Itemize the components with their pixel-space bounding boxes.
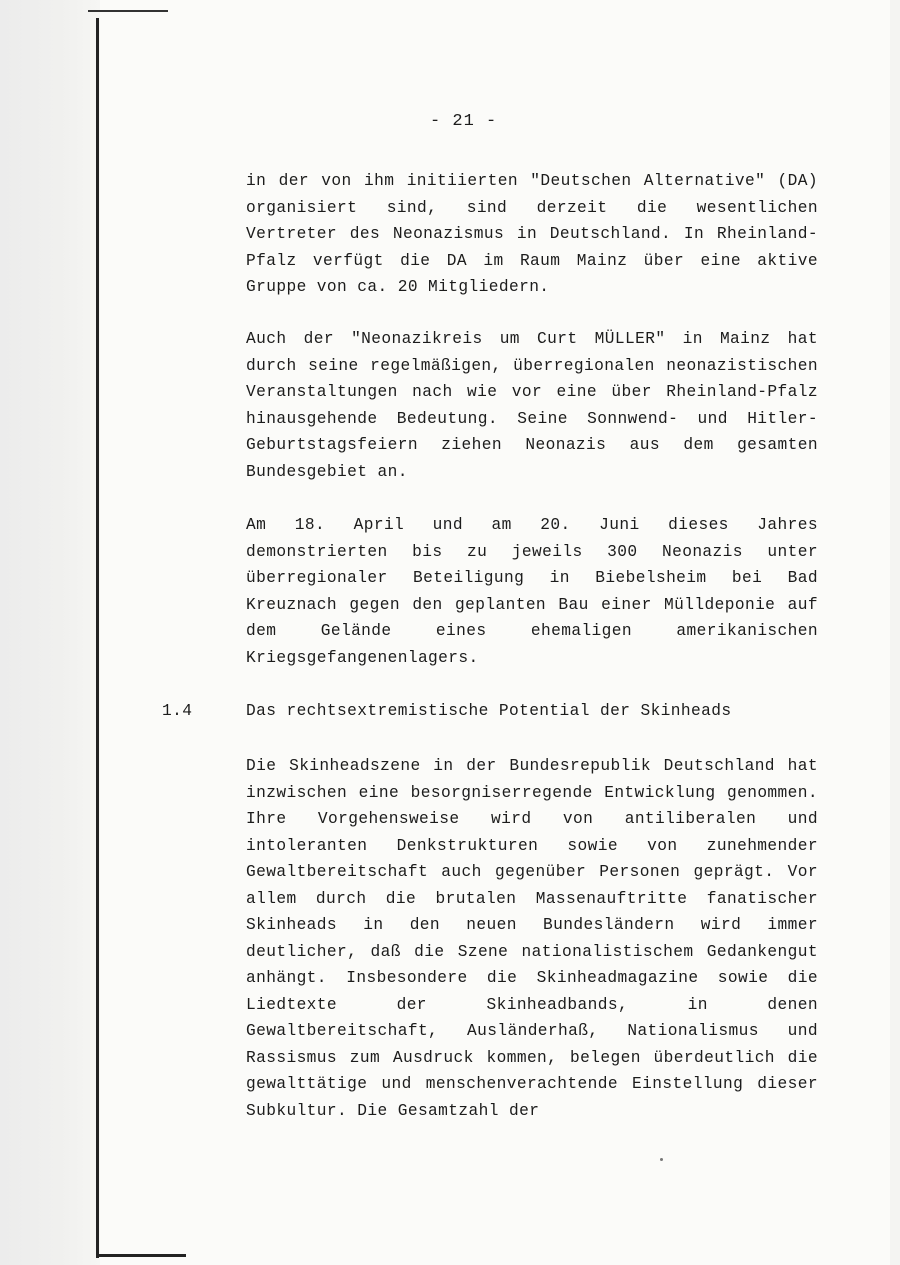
paragraph-demonstration: Am 18. April und am 20. Juni dieses Jahres demonstrierten bis zu jeweils 300 Neonazis unter überregionaler Beteiligung in Biebelsheim bei Bad Kreuznach gegen den geplanten Bau einer Mülldeponie auf dem Gelände eines ehemaligen amerikanischen Kriegsgefangenenlagers.	[246, 516, 818, 667]
scan-margin	[0, 0, 100, 1265]
paragraph-da: in der von ihm initiierten "Deutschen Alternative" (DA) organisiert sind, sind derzeit die wesentlichen Vertreter des Neonazismus in Deutschland. In Rheinland-Pfalz verfügt die DA im Raum Mainz über eine aktive Gruppe von ca. 20 Mitgliedern.	[246, 172, 818, 296]
section-title: Das rechtsextremistische Potential der Skinheads	[246, 702, 732, 720]
scan-speck	[660, 1158, 663, 1161]
page-number: - 21 -	[430, 112, 498, 131]
section-number: 1.4	[162, 702, 193, 720]
page-edge-bottom	[96, 1254, 186, 1257]
page-edge-left	[96, 18, 99, 1258]
paragraph-skinheads: Die Skinheadszene in der Bundesrepublik Deutschland hat inzwischen eine besorgniserregende Entwicklung genommen. Ihre Vorgehensweise wird von antiliberalen und intoleranten Denkstrukturen sowie von zunehmender Gewaltbereitschaft auch gegenüber Personen geprägt. Vor allem durch die brutalen Massenauftritte fanatischer Skinheads in den neuen Bundesländern wird immer deutlicher, daß die Szene nationalistischem Gedankengut anhängt. Insbesondere die Skinheadmagazine sowie die Liedtexte der Skinheadbands, in denen Gewaltbereitschaft, Ausländerhaß, Nationalismus und Rassismus zum Ausdruck kommen, belegen überdeutlich die gewalttätige und menschenverachtende Einstellung dieser Subkultur. Die Gesamtzahl der	[246, 757, 818, 1120]
page-edge-top	[88, 10, 168, 12]
paragraph-neonazikreis: Auch der "Neonazikreis um Curt MÜLLER" in Mainz hat durch seine regelmäßigen, überregionalen neonazistischen Veranstaltungen nach wie vor eine über Rheinland-Pfalz hinausgehende Bedeutung. Seine Sonnwend- und Hitler-Geburtstagsfeiern ziehen Neonazis aus dem gesamten Bundesgebiet an.	[246, 330, 818, 481]
